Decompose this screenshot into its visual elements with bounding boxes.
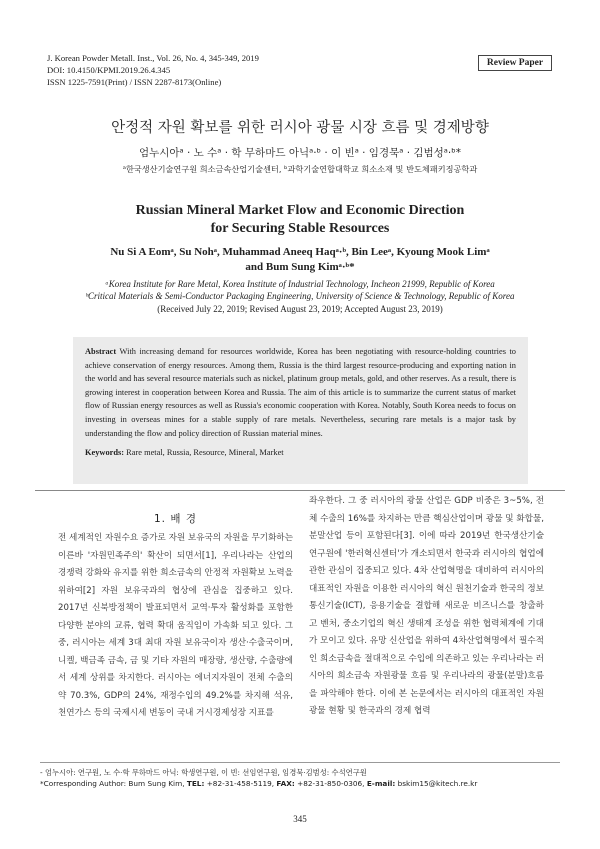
english-authors-line1: Nu Si A Eomᵃ, Su Nohᵃ, Muhammad Aneeq Haqᵃ·ᵇ, Bin Leeᵃ, Kyoung Mook Limᵃ [110,246,490,258]
english-authors [0,245,600,275]
tel-value: +82-31-458-5119, [204,779,277,788]
fax-label: FAX: [276,779,295,788]
page-number: 345 [293,814,307,824]
abstract-box [73,337,528,484]
email-label: E-mail: [366,779,396,788]
korean-authors: 엄누시아ᵃ · 노 수ᵃ · 학 무하마드 아닉ᵃ·ᵇ · 이 빈ᵃ · 임경묵ᵃ · 김범성ᵃ·ᵇ* [138,147,461,159]
corresponding-author: *Corresponding Author: Bum Sung Kim, [40,779,187,788]
english-title [0,202,600,238]
english-authors-line2: and Bum Sung Kimᵃ·ᵇ* [245,261,355,273]
journal-citation: J. Korean Powder Metall. Inst., Vol. 26, No. 4, 345-349, 2019 [47,53,259,63]
keywords [85,446,516,460]
section-heading: 1. 배 경 [154,513,197,525]
doi: DOI: 10.4150/KPMI.2019.26.4.345 [47,65,171,75]
footnote-corresponding [40,778,560,789]
body-right-column: 좌우한다. 그 중 러시아의 광물 산업은 GDP 비중은 3~5%, 전체 수출의 16%를 차지하는 만큼 핵심산업이며 광물 및 화합물, 분말산업 등이 포함된다[3]. 이에 따라 2019년 한국생산기술연구원에 '한러혁신센터'가 개소되면서 한국과 러시아의 협업에 관한 관심이 집중되고 있다. 4차 산업혁명을 대비하여 러시아의 대표적인 자원을 이용한 러시아의 혁신 원천기술과 한국의 정보통신기술(ICT), 응용기술을 결합해 새로운 비즈니스를 창출하고 벤처, 중소기업의 혁신 생태계 조성을 위한 협력체계에 기대가 모이고 있다. 유망 신산업을 위하여 4차산업혁명에서 필수적인 희소금속을 절대적으로 수입에 의존하고 있는 우리나라는 러시아의 희소금속 자원광물 흐름 및 우리나라의 광물(분말)흐름을 파악해야 한다. 이에 본 논문에서는 러시아의 대표적인 자원 광물 현황 및 한국과의 경제 협력 [309,496,544,716]
tel-label: TEL: [186,779,205,788]
fax-value: +82-31-850-0306, [294,779,367,788]
journal-header [47,52,259,88]
affiliation-b: ᵇCritical Materials & Semi-Conductor Packaging Engineering, University of Science & Technology, Republic of Korea [85,291,515,301]
footnote-author-roles: - 엄누시아: 연구원, 노 수·학 무하마드 아닉: 학생연구원, 이 빈: 선임연구원, 임경묵·김범성: 수석연구원 [40,768,367,777]
email-value: bskim15@kitech.re.kr [395,779,478,788]
korean-title: 안정적 자원 확보를 위한 러시아 광물 시장 흐름 및 경제방향 [111,120,489,136]
footnote [40,767,560,789]
korean-affiliation: ᵃ한국생산기술연구원 희소금속산업기술센터, ᵇ과학기술연합대학교 희소소재 및 반도체패키징공학과 [122,164,478,174]
received-dates: (Received July 22, 2019; Revised August 23, 2019; Accepted August 23, 2019) [157,304,443,314]
article-type-badge: Review Paper [478,55,552,71]
keywords-label: Keywords: [85,448,125,458]
english-title-line1: Russian Mineral Market Flow and Economic Direction [135,203,465,218]
body-left-column: 전 세계적인 자원수요 증가로 자원 보유국의 자원을 무기화하는 이른바 '자원민족주의' 확산이 되면서[1], 우리나라는 산업의 경쟁력 강화와 유지를 위한 희소금속의 안정적 자원확보 노력을 위하여[2] 자원 보유국과의 협상에 관심을 집중하고 있다. 2017년 신북방정책이 발표되면서 교역·투자 활성화를 포함한 다양한 분야의 교류, 협력 확대 움직임이 가속화 되고 있다. 그 중, 러시아는 세계 3대 최대 자원 보유국이자 생산·수출국이며, 니켈, 백금족 금속, 금 및 기타 자원의 매장량, 생산량, 수출량에서 세계 상위를 차지한다. 러시아는 에너지자원이 전체 수출의 약 70.3%, GDP의 24%, 재정수입의 49.2%를 차지해 석유, 천연가스 등의 국제시세 변동이 국내 거시경제성장 지표를 [58,533,293,718]
abstract-text: With increasing demand for resources worldwide, Korea has been negotiating with resource-holding countries to achieve conservation of energy resources. Among them, Russia is the third largest resource-producing and exporting nation in the world and has several resource materials such as nickel, platinum group metals, gold, and other reserves. As a result, there is growing interest in cooperation between Korea and Russia. The aim of this article is to summarize the current status of market flow of Russian energy resources as well as Russia's economic cooperation with Korea. Notably, South Korea needs to focus on investing in overseas mines for a stable supply of rare metals. Nevertheless, securing rare metals is a major task by understanding the flow and policy direction of Russian material mines. [85,347,516,438]
abstract-paragraph [85,345,516,440]
footnote-divider [40,762,560,763]
english-title-line2: for Securing Stable Resources [210,221,390,236]
affiliation-a: ᵃKorea Institute for Rare Metal, Korea Institute of Industrial Technology, Incheon 21999, Republic of Korea [105,279,495,289]
english-affiliation [0,278,600,302]
divider-top [35,490,565,491]
keywords-text: Rare metal, Russia, Resource, Mineral, Market [124,448,284,458]
issn: ISSN 1225-7591(Print) / ISSN 2287-8173(Online) [47,77,222,87]
abstract-label: Abstract [85,347,117,356]
